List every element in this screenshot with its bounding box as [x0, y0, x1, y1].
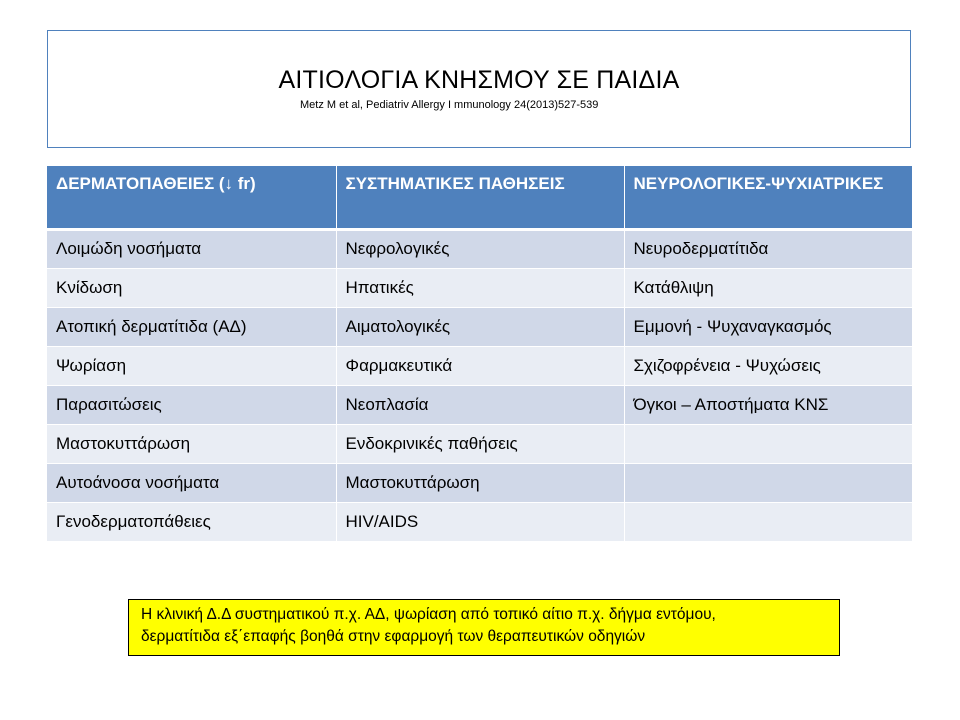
table-cell: Όγκοι – Αποστήματα ΚΝΣ: [624, 385, 912, 424]
slide-title: ΑΙΤΙΟΛΟΓΙΑ ΚΝΗΣΜΟΥ ΣΕ ΠΑΙΔΙΑ: [278, 66, 680, 94]
table-cell: Γενοδερματοπάθειες: [47, 502, 336, 541]
table-cell: [624, 502, 912, 541]
table-cell: Ατοπική δερματίτιδα (ΑΔ): [47, 307, 336, 346]
table-cell: Νεφρολογικές: [336, 229, 624, 268]
table-cell: Ενδοκρινικές παθήσεις: [336, 424, 624, 463]
table-row: [47, 307, 912, 346]
table-cell: Νευροδερματίτιδα: [624, 229, 912, 268]
table-cell: Κατάθλιψη: [624, 268, 912, 307]
column-header-neuro-psychiatric: ΝΕΥΡΟΛΟΓΙΚΕΣ-ΨΥΧΙΑΤΡΙΚΕΣ: [624, 166, 912, 229]
column-header-dermatopathies: ΔΕΡΜΑΤΟΠΑΘΕΙΕΣ (↓ fr): [47, 166, 336, 229]
table-cell: Λοιμώδη νοσήματα: [47, 229, 336, 268]
note-line-2: δερματίτιδα εξ΄επαφής βοηθά στην εφαρμογή των θεραπευτικών οδηγιών: [141, 628, 646, 645]
note-line-1: Η κλινική Δ.Δ συστηματικού π.χ. ΑΔ, ψωρίαση από τοπικό αίτιο π.χ. δήγμα εντόμου,: [141, 606, 716, 623]
table-cell: Ηπατικές: [336, 268, 624, 307]
table-row: [47, 268, 912, 307]
table-cell: HIV/AIDS: [336, 502, 624, 541]
title-box: [47, 30, 911, 148]
table-row: [47, 229, 912, 268]
table-cell: Νεοπλασία: [336, 385, 624, 424]
table-cell: Ψωρίαση: [47, 346, 336, 385]
table-cell: Φαρμακευτικά: [336, 346, 624, 385]
table-row: [47, 424, 912, 463]
table-row: [47, 463, 912, 502]
table-cell: [624, 463, 912, 502]
etiology-table: [47, 166, 912, 542]
table-row: [47, 502, 912, 541]
table-row: [47, 385, 912, 424]
citation: Metz M et al, Pediatriv Allergy I mmunology 24(2013)527-539: [300, 99, 599, 111]
table-row: [47, 346, 912, 385]
column-header-systemic-diseases: ΣΥΣΤΗΜΑΤΙΚΕΣ ΠΑΘΗΣΕΙΣ: [336, 166, 624, 229]
table-cell: Κνίδωση: [47, 268, 336, 307]
table-cell: [624, 424, 912, 463]
table-cell: Σχιζοφρένεια - Ψυχώσεις: [624, 346, 912, 385]
table-cell: Αυτοάνοσα νοσήματα: [47, 463, 336, 502]
table-cell: Παρασιτώσεις: [47, 385, 336, 424]
table-header-row: [47, 166, 912, 229]
clinical-note-box: [128, 599, 840, 656]
table-cell: Μαστοκυττάρωση: [336, 463, 624, 502]
table-cell: Μαστοκυττάρωση: [47, 424, 336, 463]
table-cell: Αιματολογικές: [336, 307, 624, 346]
table-cell: Εμμονή - Ψυχαναγκασμός: [624, 307, 912, 346]
